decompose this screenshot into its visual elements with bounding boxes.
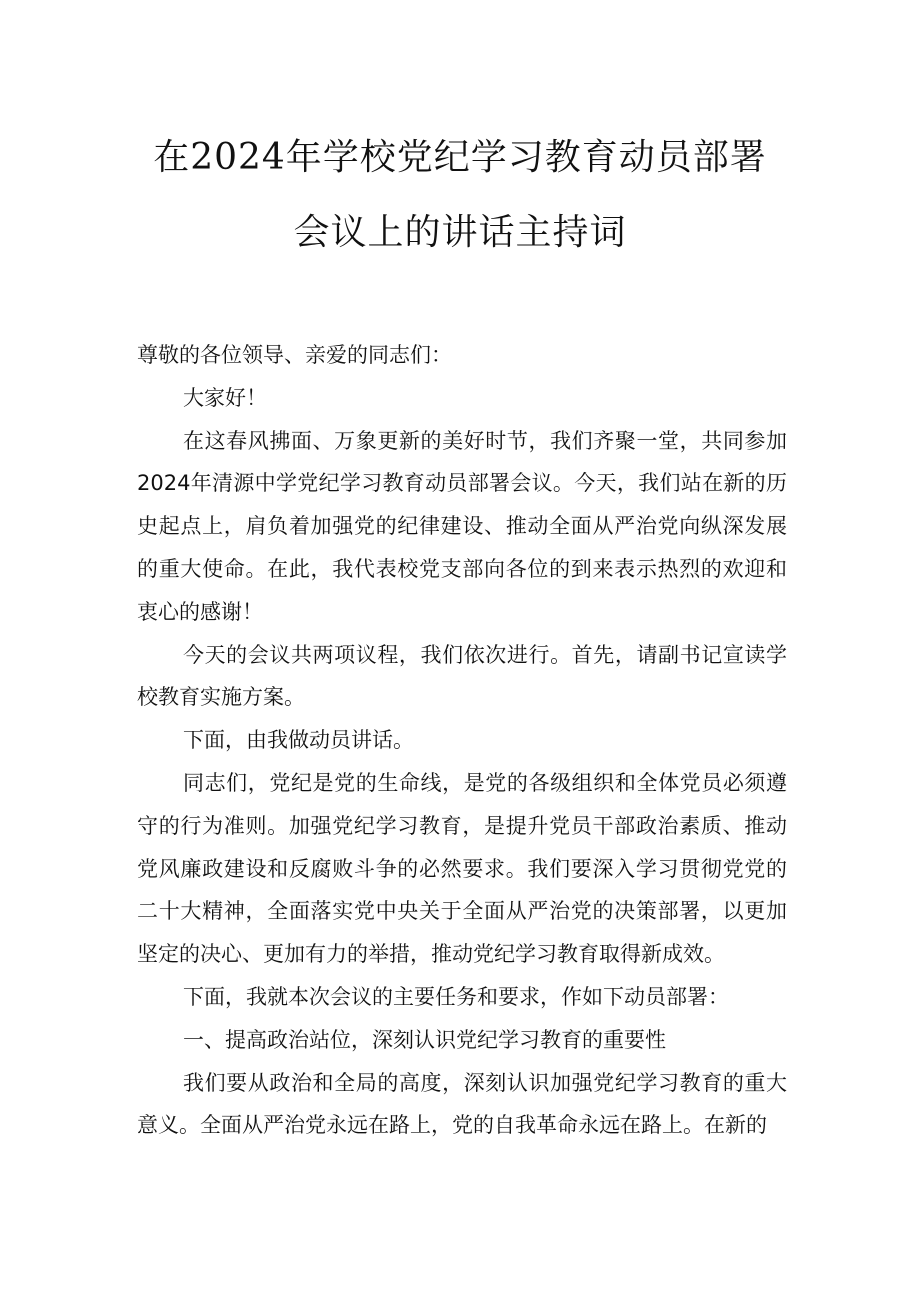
greeting: 大家好！ — [183, 385, 267, 410]
document-title-line-1: 在2024年学校党纪学习教育动员部署 — [153, 137, 767, 178]
paragraph-discipline: 同志们，党纪是党的生命线，是党的各级组织和全体党员必须遵守的行为准则。加强党纪学习教育，是提升党员干部政治素质、推动党风廉政建设和反腐败斗争的必然要求。我们要深入学习贯彻党党的二十大精神，全面落实党中央关于全面从严治党的决策部署，以更加坚定的决心、更加有力的举措，推动党纪学习教育取得新成效。 — [137, 770, 787, 967]
section-heading-1: 一、提高政治站位，深刻认识党纪学习教育的重要性 — [183, 1027, 666, 1052]
paragraph-deployment: 下面，我就本次会议的主要任务和要求，作如下动员部署： — [183, 984, 729, 1009]
paragraph-speech-intro: 下面，由我做动员讲话。 — [183, 728, 414, 753]
salutation: 尊敬的各位领导、亲爱的同志们： — [137, 343, 452, 367]
document-body — [137, 334, 787, 1147]
document-title-line-2: 会议上的讲话主持词 — [293, 212, 627, 253]
paragraph-opening: 在这春风拂面、万象更新的美好时节，我们齐聚一堂，共同参加2024年清源中学党纪学习教育动员部署会议。今天，我们站在新的历史起点上，肩负着加强党的纪律建设、推动全面从严治党向纵深发展的重大使命。在此，我代表校党支部向各位的到来表示热烈的欢迎和衷心的感谢！ — [137, 428, 787, 624]
paragraph-section-1: 我们要从政治和全局的高度，深刻认识加强党纪学习教育的重大意义。全面从严治党永远在路上，党的自我革命永远在路上。在新的 — [137, 1070, 787, 1138]
paragraph-agenda: 今天的会议共两项议程，我们依次进行。首先，请副书记宣读学校教育实施方案。 — [137, 642, 787, 710]
